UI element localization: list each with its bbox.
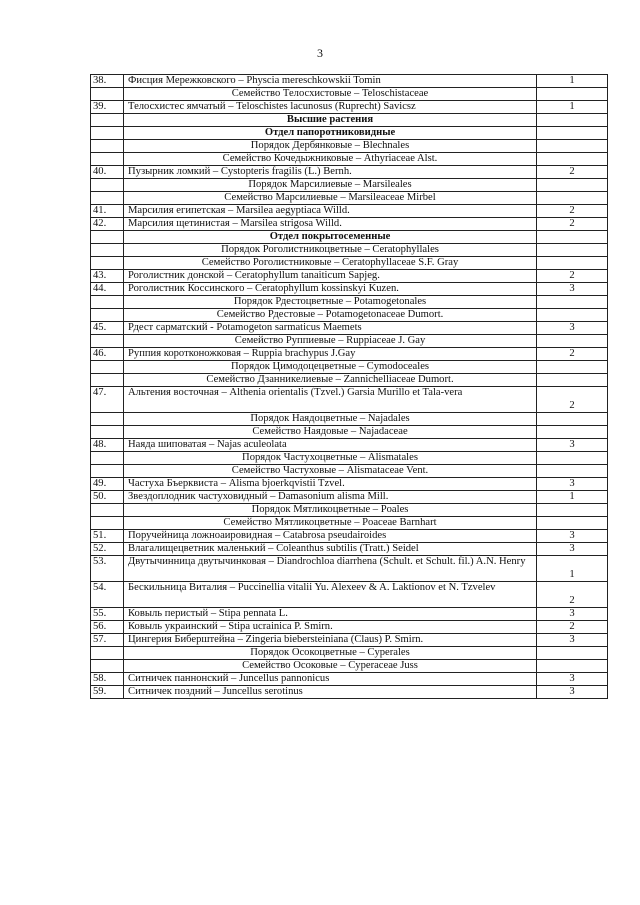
species-name: Фисция Мережковского – Physcia mereschkowskii Tomin — [124, 75, 537, 88]
species-name: Ковыль украинский – Stipa ucrainica P. Smirn. — [124, 621, 537, 634]
empty-number-cell — [91, 660, 124, 673]
species-row — [91, 673, 608, 686]
empty-number-cell — [91, 504, 124, 517]
empty-category-cell — [537, 660, 608, 673]
empty-number-cell — [91, 309, 124, 322]
rarity-category: 1 — [537, 491, 608, 504]
species-name: Влагалищецветник маленький – Coleanthus subtilis (Tratt.) Seidel — [124, 543, 537, 556]
empty-category-cell — [537, 647, 608, 660]
empty-category-cell — [537, 231, 608, 244]
rarity-category: 3 — [537, 478, 608, 491]
section-heading: Отдел папоротниковидные — [124, 127, 537, 140]
species-row — [91, 166, 608, 179]
taxon-heading: Семейство Кочедыжниковые – Athyriaceae Alst. — [124, 153, 537, 166]
empty-number-cell — [91, 296, 124, 309]
species-name: Роголистник донской – Ceratophyllum tanaiticum Sapjeg. — [124, 270, 537, 283]
species-name: Пузырник ломкий – Cystopteris fragilis (L.) Bernh. — [124, 166, 537, 179]
species-row — [91, 322, 608, 335]
empty-number-cell — [91, 517, 124, 530]
species-number: 42. — [91, 218, 124, 231]
empty-number-cell — [91, 140, 124, 153]
taxon-heading-row — [91, 309, 608, 322]
species-row — [91, 478, 608, 491]
section-heading: Высшие растения — [124, 114, 537, 127]
taxon-heading-row — [91, 296, 608, 309]
section-heading-row — [91, 114, 608, 127]
taxon-heading: Порядок Марсилиевые – Marsileales — [124, 179, 537, 192]
rarity-category: 3 — [537, 543, 608, 556]
empty-category-cell — [537, 153, 608, 166]
rarity-category: 3 — [537, 608, 608, 621]
taxon-heading: Семейство Руппиевые – Ruppiaceae J. Gay — [124, 335, 537, 348]
species-name: Двутычинница двутычинковая – Diandrochloa diarrhena (Schult. et Schult. fil.) A.N. Henry — [124, 556, 537, 582]
species-row — [91, 270, 608, 283]
species-row — [91, 387, 608, 413]
empty-number-cell — [91, 426, 124, 439]
species-number: 52. — [91, 543, 124, 556]
rarity-category: 3 — [537, 283, 608, 296]
section-heading-row — [91, 127, 608, 140]
species-row — [91, 218, 608, 231]
red-book-species-table — [90, 74, 608, 699]
empty-category-cell — [537, 140, 608, 153]
species-name: Марсилия египетская – Marsilea aegyptiaca Willd. — [124, 205, 537, 218]
empty-number-cell — [91, 452, 124, 465]
empty-number-cell — [91, 413, 124, 426]
taxon-heading-row — [91, 179, 608, 192]
page-number: 3 — [317, 46, 323, 60]
rarity-category: 1 — [537, 556, 608, 582]
taxon-heading-row — [91, 452, 608, 465]
species-name: Наяда шиповатая – Najas aculeolata — [124, 439, 537, 452]
species-row — [91, 686, 608, 699]
species-number: 49. — [91, 478, 124, 491]
rarity-category: 2 — [537, 166, 608, 179]
empty-number-cell — [91, 179, 124, 192]
taxon-heading-row — [91, 192, 608, 205]
species-name: Частуха Бъерквиста – Alisma bjoerkqvistii Tzvel. — [124, 478, 537, 491]
empty-category-cell — [537, 179, 608, 192]
taxon-heading: Порядок Наядоцветные – Najadales — [124, 413, 537, 426]
rarity-category: 2 — [537, 218, 608, 231]
taxon-heading-row — [91, 517, 608, 530]
species-row — [91, 634, 608, 647]
empty-category-cell — [537, 88, 608, 101]
taxon-heading: Семейство Дзанникелиевые – Zannichelliaceae Dumort. — [124, 374, 537, 387]
taxon-heading: Семейство Наядовые – Najadaceae — [124, 426, 537, 439]
section-heading: Отдел покрытосеменные — [124, 231, 537, 244]
species-name: Руппия коротконожковая – Ruppia brachypus J.Gay — [124, 348, 537, 361]
species-name: Цингерия Биберштейна – Zingeria biebersteiniana (Claus) P. Smirn. — [124, 634, 537, 647]
species-number: 59. — [91, 686, 124, 699]
rarity-category: 2 — [537, 270, 608, 283]
species-number: 56. — [91, 621, 124, 634]
taxon-heading-row — [91, 465, 608, 478]
species-row — [91, 621, 608, 634]
empty-number-cell — [91, 114, 124, 127]
empty-category-cell — [537, 244, 608, 257]
species-number: 55. — [91, 608, 124, 621]
rarity-category: 1 — [537, 75, 608, 88]
rarity-category: 2 — [537, 387, 608, 413]
taxon-heading-row — [91, 647, 608, 660]
species-row — [91, 348, 608, 361]
species-number: 39. — [91, 101, 124, 114]
species-row — [91, 491, 608, 504]
taxon-heading: Порядок Роголистникоцветные – Ceratophyllales — [124, 244, 537, 257]
taxon-heading-row — [91, 88, 608, 101]
species-number: 40. — [91, 166, 124, 179]
taxon-heading: Порядок Рдестоцветные – Potamogetonales — [124, 296, 537, 309]
taxon-heading-row — [91, 335, 608, 348]
empty-number-cell — [91, 244, 124, 257]
empty-category-cell — [537, 127, 608, 140]
rarity-category: 2 — [537, 582, 608, 608]
species-number: 47. — [91, 387, 124, 413]
rarity-category: 3 — [537, 439, 608, 452]
empty-number-cell — [91, 361, 124, 374]
species-number: 45. — [91, 322, 124, 335]
empty-category-cell — [537, 296, 608, 309]
species-number: 53. — [91, 556, 124, 582]
section-heading-row — [91, 231, 608, 244]
species-name: Роголистник Коссинского – Ceratophyllum kossinskyi Kuzen. — [124, 283, 537, 296]
empty-number-cell — [91, 374, 124, 387]
species-row — [91, 101, 608, 114]
species-number: 44. — [91, 283, 124, 296]
empty-category-cell — [537, 452, 608, 465]
taxon-heading: Семейство Мятликоцветные – Poaceae Barnhart — [124, 517, 537, 530]
rarity-category: 3 — [537, 673, 608, 686]
taxon-heading-row — [91, 426, 608, 439]
taxon-heading-row — [91, 244, 608, 257]
species-number: 54. — [91, 582, 124, 608]
empty-category-cell — [537, 335, 608, 348]
species-number: 43. — [91, 270, 124, 283]
taxon-heading: Порядок Осокоцветные – Cyperales — [124, 647, 537, 660]
taxon-heading-row — [91, 660, 608, 673]
species-row — [91, 75, 608, 88]
species-row — [91, 582, 608, 608]
empty-category-cell — [537, 504, 608, 517]
empty-number-cell — [91, 465, 124, 478]
species-number: 50. — [91, 491, 124, 504]
rarity-category: 3 — [537, 634, 608, 647]
species-number: 58. — [91, 673, 124, 686]
taxon-heading-row — [91, 413, 608, 426]
rarity-category: 1 — [537, 101, 608, 114]
species-number: 57. — [91, 634, 124, 647]
species-name: Телосхистес ямчатый – Teloschistes lacunosus (Ruprecht) Savicsz — [124, 101, 537, 114]
rarity-category: 2 — [537, 205, 608, 218]
taxon-heading: Порядок Цимодоцецветные – Cymodoceales — [124, 361, 537, 374]
species-number: 38. — [91, 75, 124, 88]
empty-category-cell — [537, 257, 608, 270]
species-name: Поручейница ложноаировидная – Catabrosa pseudairoides — [124, 530, 537, 543]
empty-number-cell — [91, 231, 124, 244]
taxon-heading-row — [91, 257, 608, 270]
empty-category-cell — [537, 361, 608, 374]
species-row — [91, 283, 608, 296]
species-row — [91, 608, 608, 621]
species-row — [91, 543, 608, 556]
rarity-category: 3 — [537, 686, 608, 699]
species-name: Ковыль перистый – Stipa pennata L. — [124, 608, 537, 621]
rarity-category: 2 — [537, 621, 608, 634]
species-number: 51. — [91, 530, 124, 543]
taxon-heading-row — [91, 140, 608, 153]
taxon-heading-row — [91, 361, 608, 374]
species-number: 46. — [91, 348, 124, 361]
empty-category-cell — [537, 426, 608, 439]
species-name: Звездоплодник частуховидный – Damasonium alisma Mill. — [124, 491, 537, 504]
taxon-heading: Семейство Частуховые – Alismataceae Vent. — [124, 465, 537, 478]
empty-number-cell — [91, 647, 124, 660]
rarity-category: 2 — [537, 348, 608, 361]
taxon-heading-row — [91, 504, 608, 517]
species-name: Марсилия щетинистая – Marsilea strigosa Willd. — [124, 218, 537, 231]
taxon-heading: Семейство Роголистниковые – Ceratophyllaceae S.F. Gray — [124, 257, 537, 270]
empty-category-cell — [537, 465, 608, 478]
taxon-heading: Порядок Частухоцветные – Alismatales — [124, 452, 537, 465]
taxon-heading: Порядок Мятликоцветные – Poales — [124, 504, 537, 517]
species-row — [91, 205, 608, 218]
table-body — [91, 75, 608, 699]
species-name: Альтения восточная – Althenia orientalis (Tzvel.) Garsia Murillo et Tala-vera — [124, 387, 537, 413]
species-row — [91, 530, 608, 543]
taxon-heading: Семейство Марсилиевые – Marsileaceae Mirbel — [124, 192, 537, 205]
empty-number-cell — [91, 257, 124, 270]
empty-category-cell — [537, 309, 608, 322]
empty-number-cell — [91, 88, 124, 101]
species-name: Ситничек паннонский – Juncellus pannonicus — [124, 673, 537, 686]
species-name: Бескильница Виталия – Puccinellia vitalii Yu. Alexeev & A. Laktionov et N. Tzvelev — [124, 582, 537, 608]
taxon-heading-row — [91, 153, 608, 166]
empty-category-cell — [537, 192, 608, 205]
species-name: Ситничек поздний – Juncellus serotinus — [124, 686, 537, 699]
empty-category-cell — [537, 374, 608, 387]
empty-category-cell — [537, 114, 608, 127]
rarity-category: 3 — [537, 530, 608, 543]
species-row — [91, 439, 608, 452]
taxon-heading-row — [91, 374, 608, 387]
taxon-heading: Семейство Рдестовые – Potamogetonaceae Dumort. — [124, 309, 537, 322]
species-name: Рдест сарматский - Potamogeton sarmaticus Maemets — [124, 322, 537, 335]
empty-category-cell — [537, 517, 608, 530]
taxon-heading: Семейство Осоковые – Cyperaceae Juss — [124, 660, 537, 673]
empty-number-cell — [91, 153, 124, 166]
species-row — [91, 556, 608, 582]
species-number: 41. — [91, 205, 124, 218]
empty-category-cell — [537, 413, 608, 426]
empty-number-cell — [91, 127, 124, 140]
rarity-category: 3 — [537, 322, 608, 335]
taxon-heading: Семейство Телосхистовые – Teloschistaceae — [124, 88, 537, 101]
empty-number-cell — [91, 192, 124, 205]
empty-number-cell — [91, 335, 124, 348]
species-number: 48. — [91, 439, 124, 452]
taxon-heading: Порядок Дербянковые – Blechnales — [124, 140, 537, 153]
